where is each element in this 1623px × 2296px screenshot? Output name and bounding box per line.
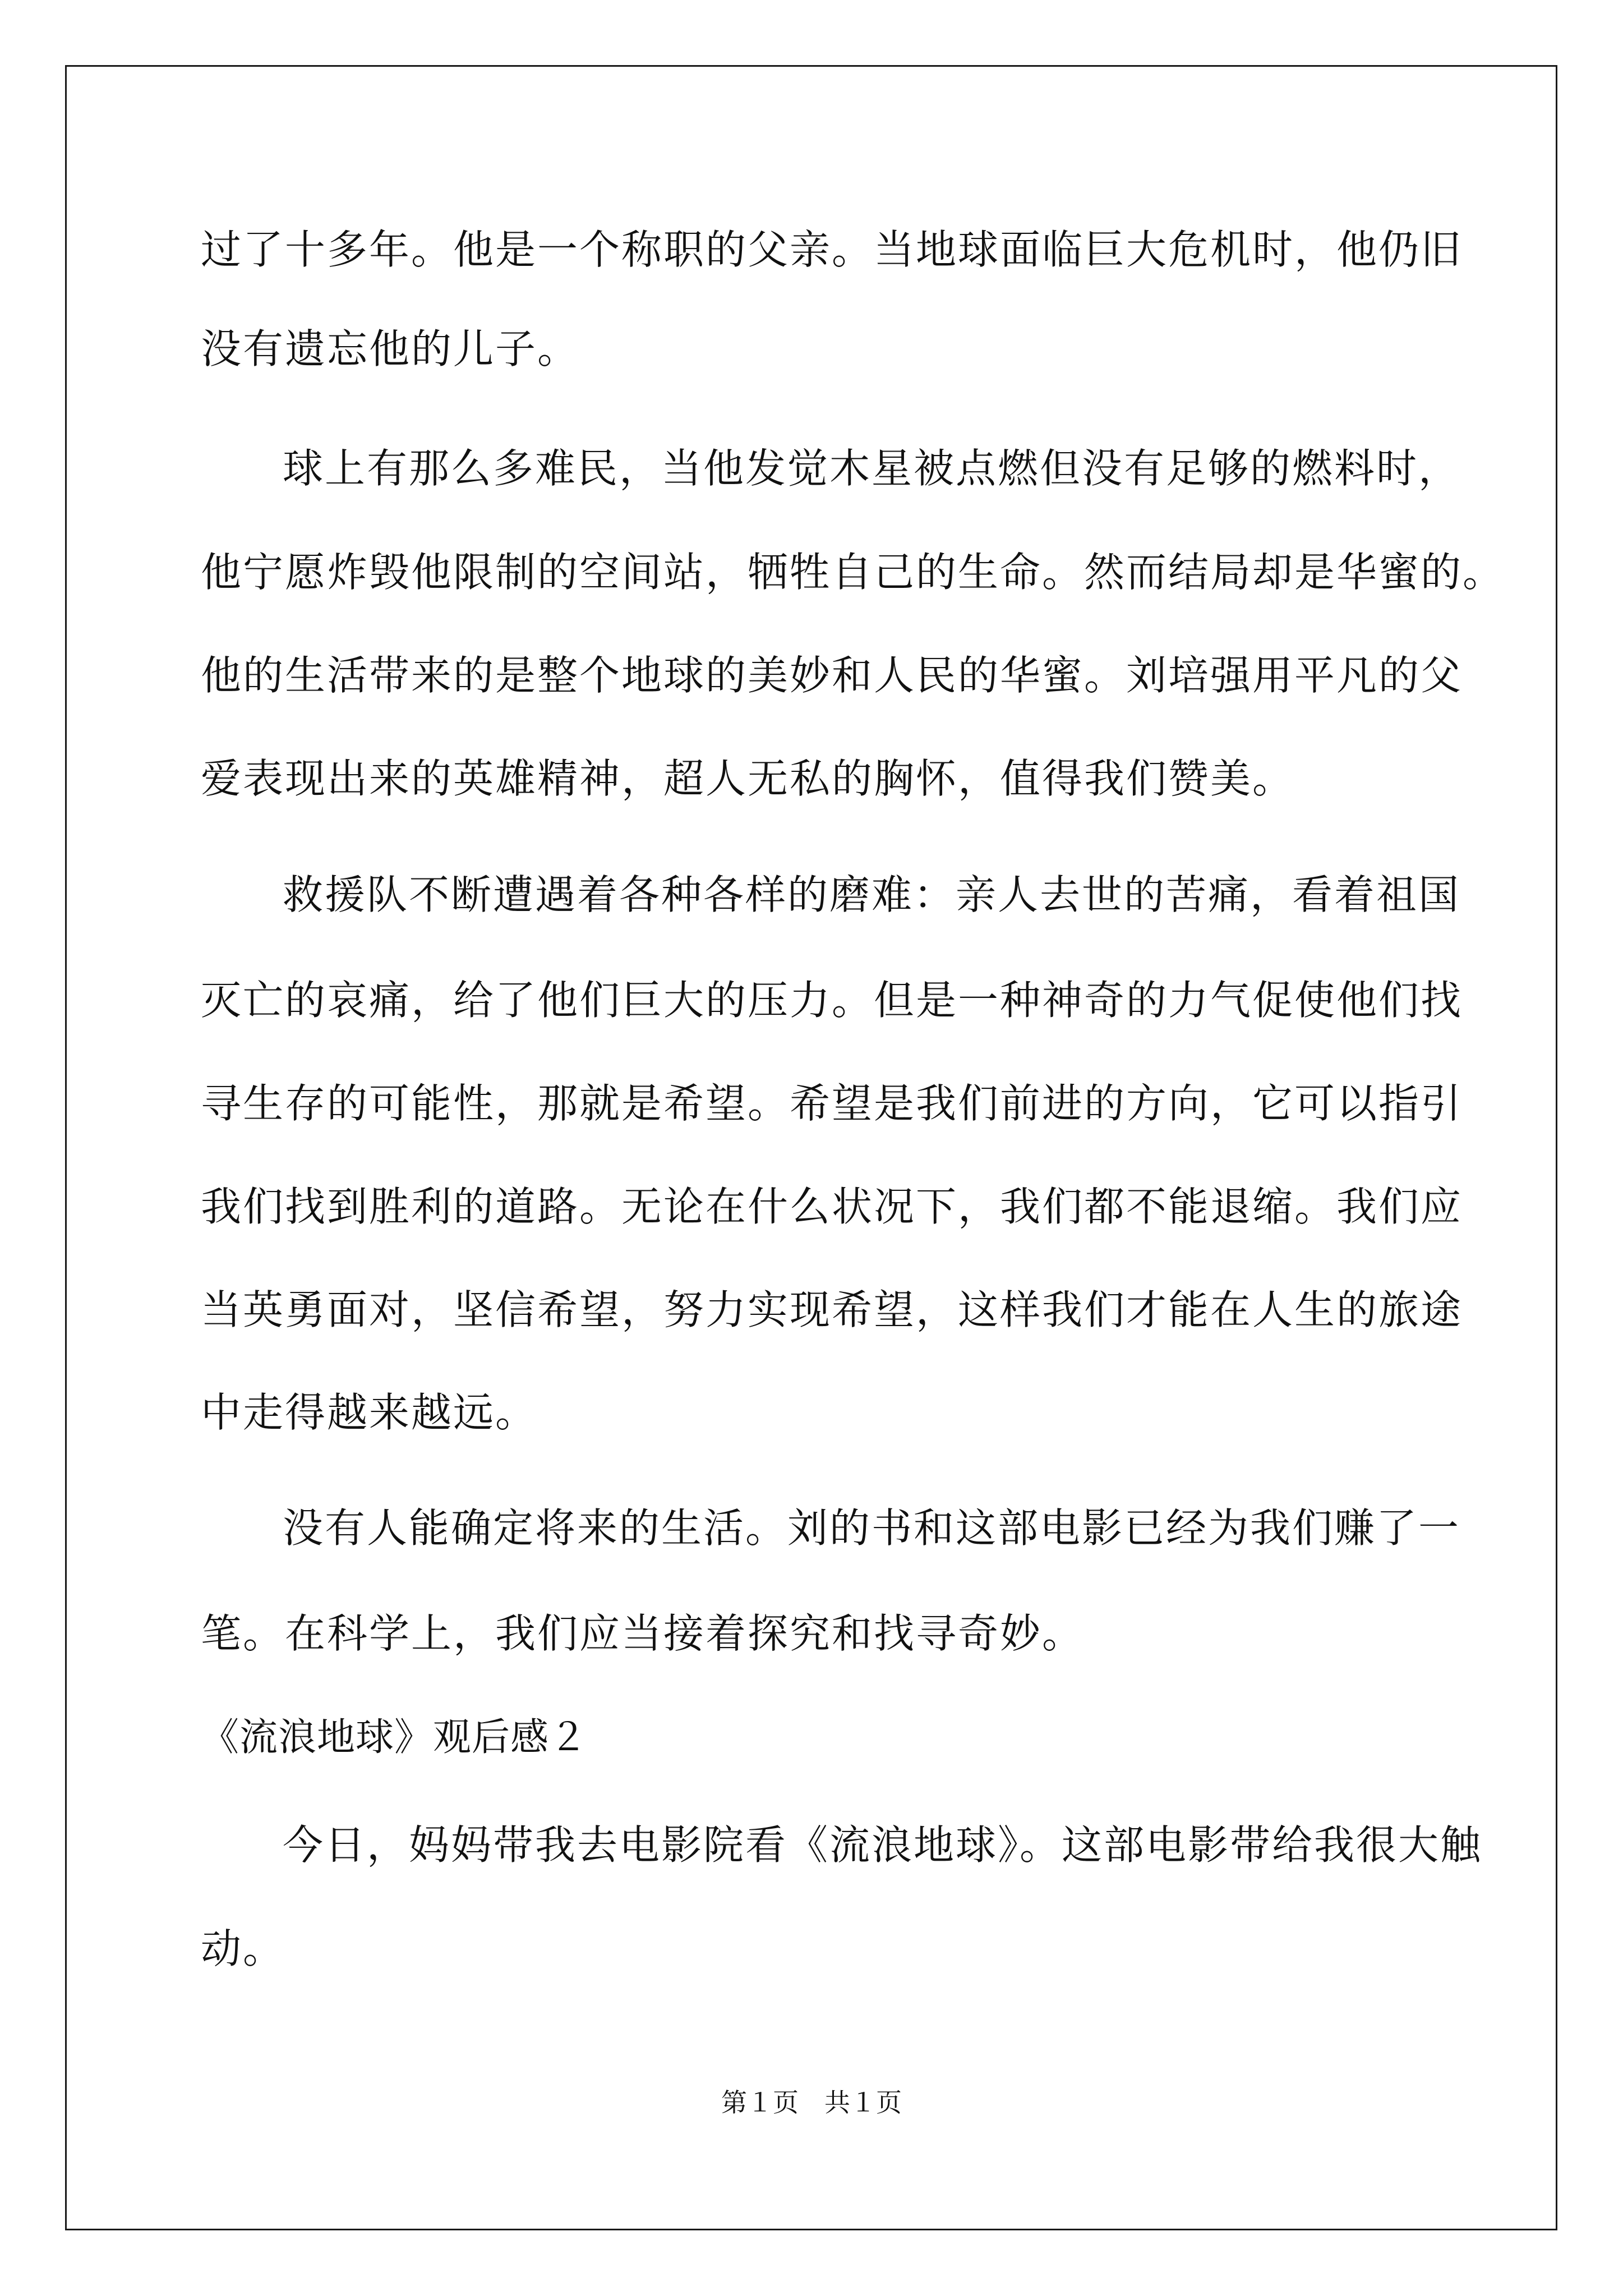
body-line: 笔。在科学上，我们应当接着探究和找寻奇妙。 xyxy=(201,1610,1085,1657)
body-line: 没有遗忘他的儿子。 xyxy=(201,325,580,372)
body-line: 寻生存的可能性，那就是希望。希望是我们前进的方向，它可以指引 xyxy=(201,1080,1463,1127)
paragraph-first-line: 救援队不断遭遇着各种各样的磨难：亲人去世的苦痛，看着祖国 xyxy=(283,871,1461,918)
body-line: 当英勇面对，坚信希望，努力实现希望，这样我们才能在人生的旅途 xyxy=(201,1286,1463,1333)
body-line: 动。 xyxy=(201,1925,285,1972)
page-border xyxy=(65,65,1557,2230)
page-number-footer: 第１页 共１页 xyxy=(721,2087,902,2118)
body-line: 灭亡的哀痛，给了他们巨大的压力。但是一种神奇的力气促使他们找 xyxy=(201,977,1463,1024)
paragraph-first-line: 球上有那么多难民，当他发觉木星被点燃但没有足够的燃料时， xyxy=(283,445,1461,492)
body-line: 他宁愿炸毁他限制的空间站，牺牲自己的生命。然而结局却是华蜜的。 xyxy=(201,549,1505,596)
body-line: 他的生活带来的是整个地球的美妙和人民的华蜜。刘培强用平凡的父 xyxy=(201,652,1463,699)
body-line: 我们找到胜利的道路。无论在什么状况下，我们都不能退缩。我们应 xyxy=(201,1183,1463,1230)
body-line: 爱表现出来的英雄精神，超人无私的胸怀，值得我们赞美。 xyxy=(201,755,1295,802)
paragraph-first-line: 今日，妈妈带我去电影院看《流浪地球》。这部电影带给我很大触 xyxy=(283,1821,1483,1869)
body-line: 过了十多年。他是一个称职的父亲。当地球面临巨大危机时，他仍旧 xyxy=(201,226,1463,273)
section-heading: 《流浪地球》观后感２ xyxy=(201,1715,588,1760)
body-line: 中走得越来越远。 xyxy=(201,1389,538,1436)
paragraph-first-line: 没有人能确定将来的生活。刘的书和这部电影已经为我们赚了一 xyxy=(283,1504,1461,1552)
